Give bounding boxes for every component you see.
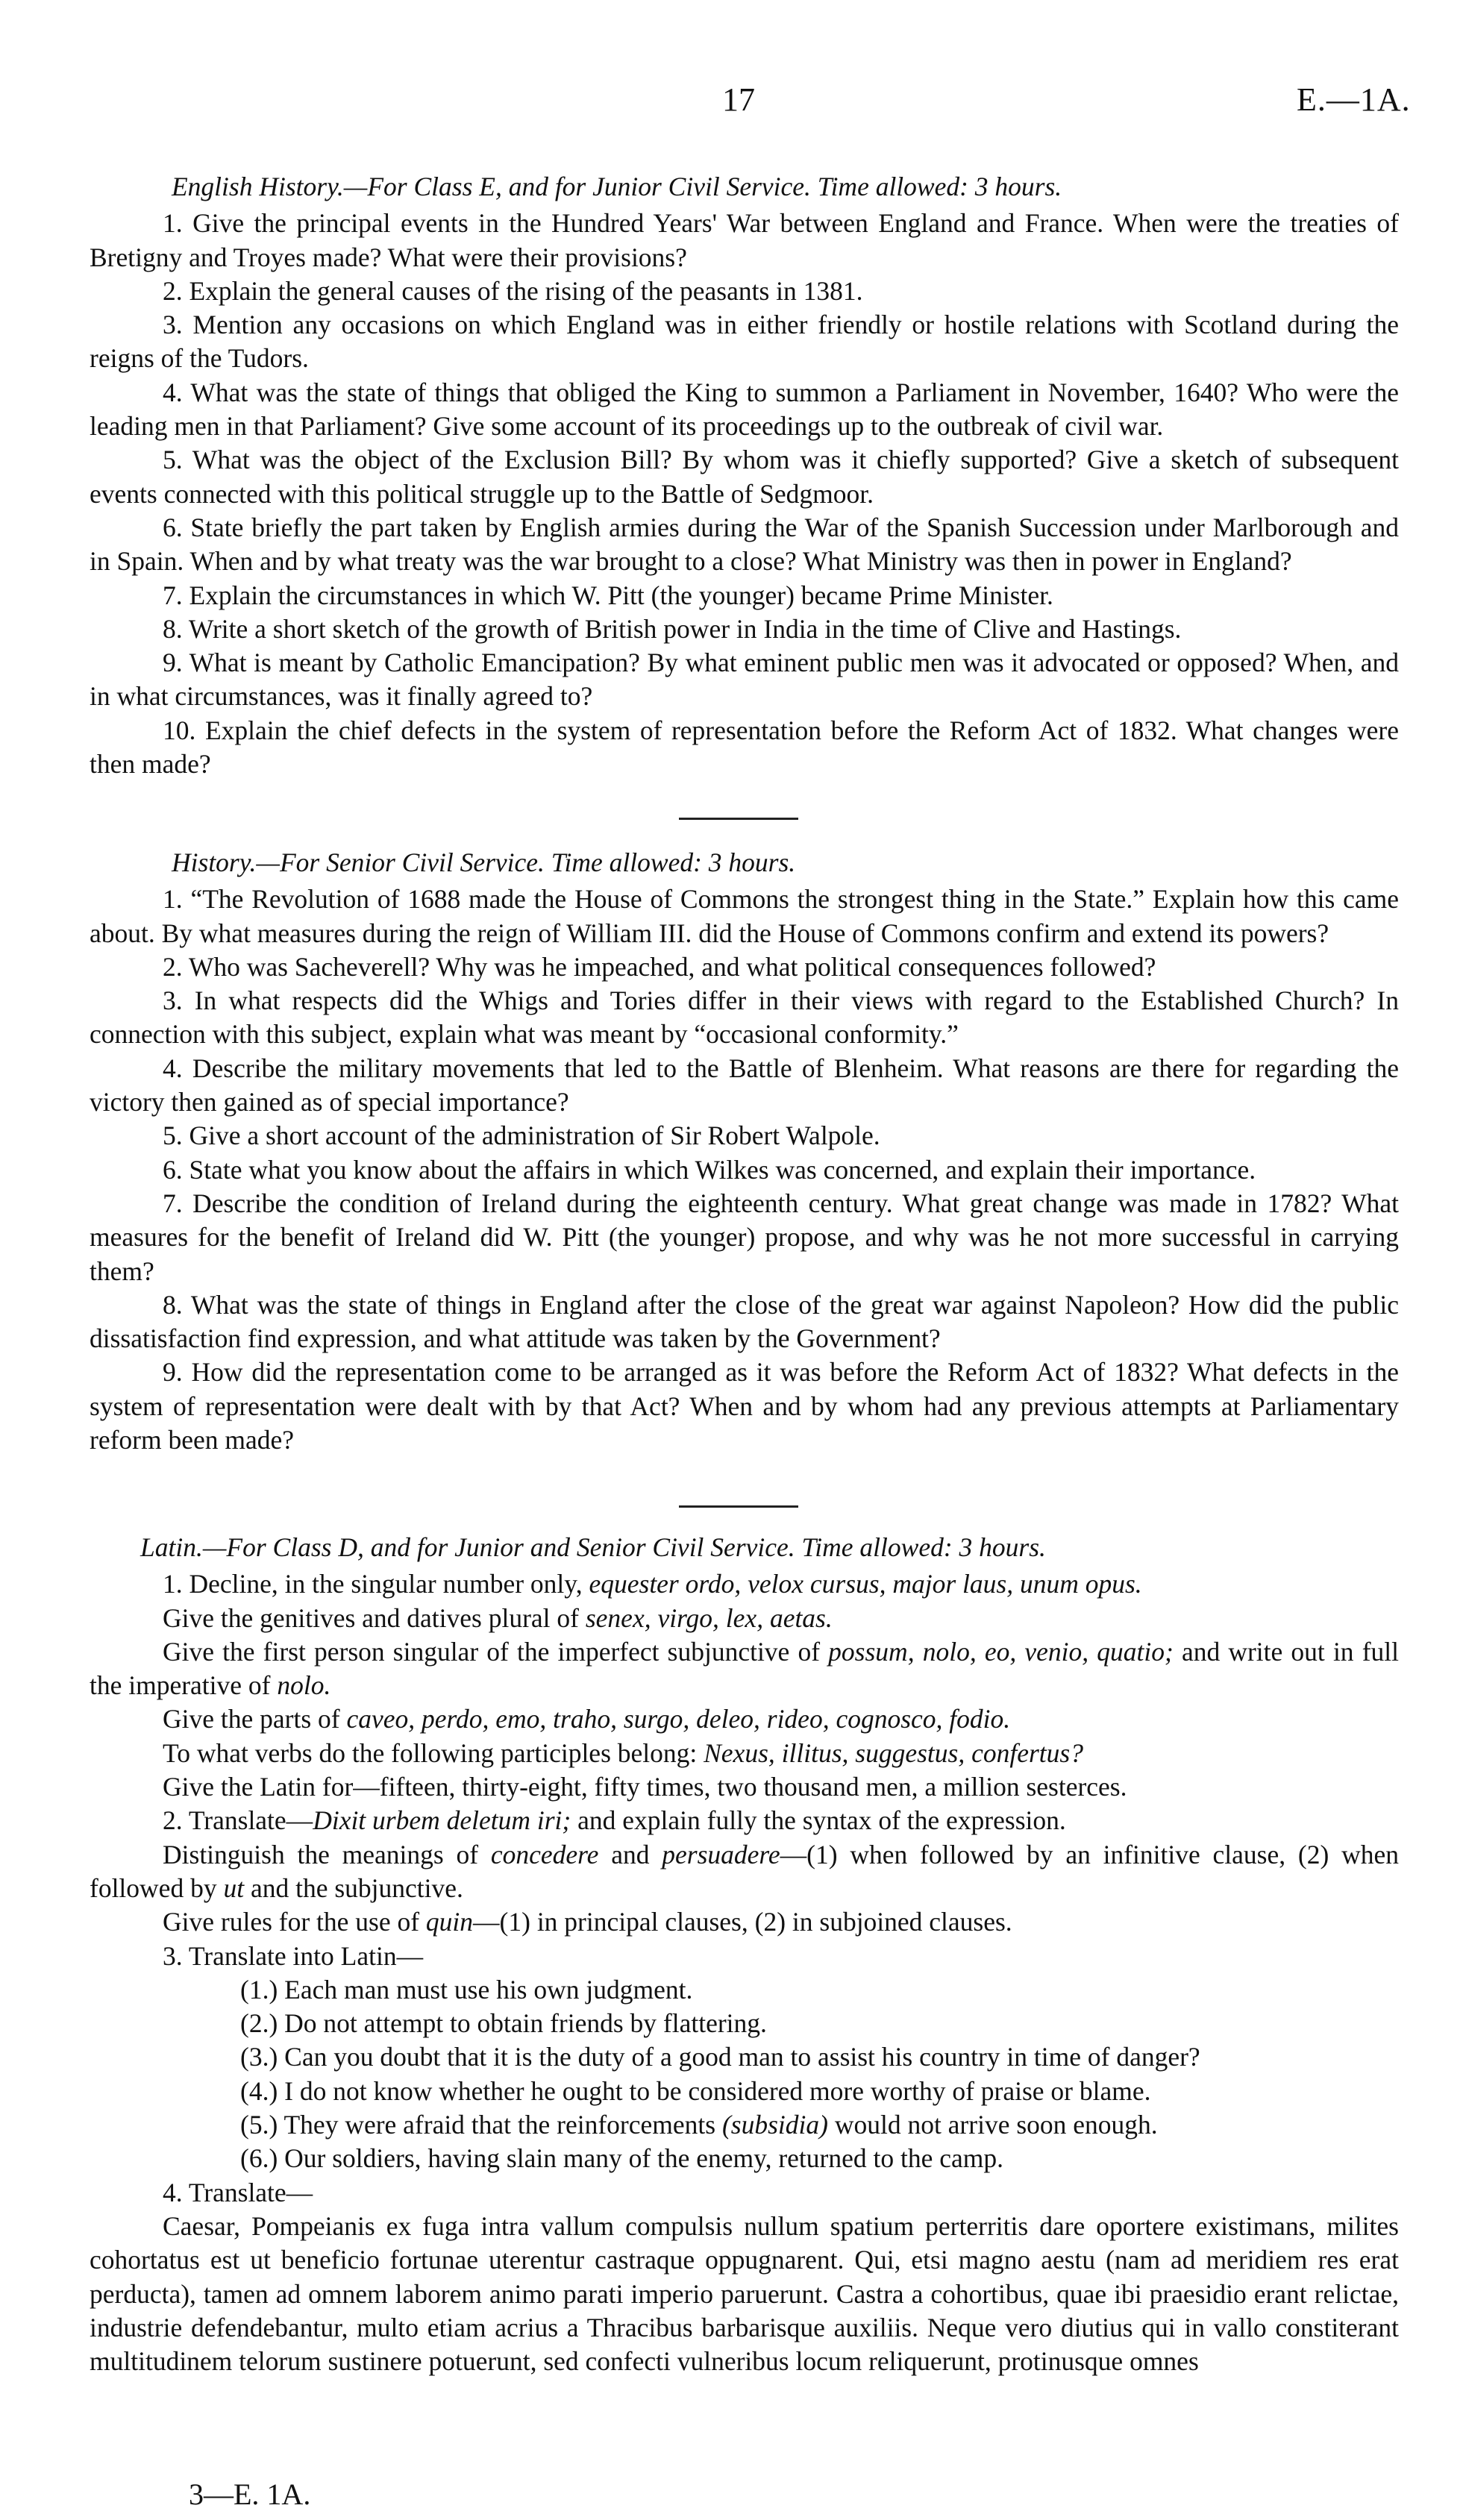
section-title: Latin.—For Class D, and for Junior and Senior Civil Service. Time allowed: 3 hours. [140,1532,1046,1562]
question-paragraph [90,1567,1399,1601]
question-paragraph [90,646,1399,714]
text: Give the first person singular of the imperfect subjunctive of [163,1636,829,1667]
question-paragraph [90,612,1399,646]
translation-item [90,2142,1399,2175]
text: 10. Explain the chief defects in the system of representation before the Reform Act of 1832. What changes were then made? [90,715,1399,780]
italic-text: caveo, perdo, emo, traho, surgo, deleo, rideo, cognosco, fodio. [346,1704,1011,1734]
question-paragraph [90,1702,1399,1736]
text: —(1) in principal clauses, (2) in subjoined clauses. [473,1907,1012,1937]
question-paragraph [90,1153,1399,1187]
text: 2. Translate— [163,1805,313,1836]
text: (1.) Each man must use his own judgment. [240,1974,693,2005]
section-latin [90,1531,1399,2378]
text: Give the parts of [163,1704,347,1734]
question-paragraph [90,1602,1399,1635]
text: and write out in full the imperative of [90,1636,1399,1701]
question-paragraph [90,511,1399,579]
text: 6. State what you know about the affairs in which Wilkes was concerned, and explain their importance. [163,1154,1256,1185]
italic-text: nolo. [277,1670,331,1701]
text: 9. What is meant by Catholic Emancipation? By what eminent public men was it advocated or opposed? When, and in what circumstances, was it finally agreed to? [90,648,1399,712]
question-paragraph [90,1119,1399,1153]
text: 5. Give a short account of the administration of Sir Robert Walpole. [163,1120,880,1151]
document-reference: E.—1A. [1297,81,1411,118]
italic-text: senex, virgo, lex, aetas. [585,1602,833,1633]
translation-item [90,2075,1399,2108]
italic-text: concedere [490,1839,599,1869]
question-paragraph [90,1635,1399,1703]
question-paragraph [90,1940,1399,1973]
section-english-history [90,170,1399,781]
translation-item [90,2108,1399,2142]
text: —(1) when followed by an infinitive clause, (2) when followed by [90,1839,1399,1903]
question-paragraph [90,376,1399,444]
italic-text: ut [223,1872,245,1903]
text: Give the genitives and datives plural of [163,1602,586,1633]
section-title: English History.—For Class E, and for Junior Civil Service. Time allowed: 3 hours. [172,172,1062,201]
question-paragraph [90,1355,1399,1457]
text: 3. In what respects did the Whigs and Tories differ in their views with regard to the Established Church? In connection with this subject, explain what was meant by “occasional conformity.” [90,985,1399,1050]
text: 4. What was the state of things that obliged the King to summon a Parliament in November, 1640? Who were the leading men in that Parliament? Give some account of its proceedings up to the outbreak of civil war. [90,377,1399,442]
question-paragraph [90,308,1399,376]
question-paragraph [90,1288,1399,1356]
text: 2. Who was Sacheverell? Why was he impeached, and what political consequences followed? [163,951,1156,982]
text: 8. Write a short sketch of the growth of British power in India in the time of Clive and Hastings. [163,613,1182,644]
text: 3. Mention any occasions on which England was in either friendly or hostile relations with Scotland during the reigns of the Tudors. [90,310,1399,374]
text: 7. Explain the circumstances in which W. Pitt (the younger) became Prime Minister. [163,580,1053,610]
question-paragraph [90,443,1399,511]
text: (3.) Can you doubt that it is the duty of a good man to assist his country in time of danger? [240,2042,1200,2072]
text: 7. Describe the condition of Ireland during the eighteenth century. What great change was made in 1782? What measures for the benefit of Ireland did W. Pitt (the younger) propose, and why was he not more successful in carrying them? [90,1188,1399,1286]
italic-text: Nexus, illitus, suggestus, confertus? [704,1737,1083,1768]
question-paragraph [90,579,1399,612]
text: Give the Latin for—fifteen, thirty-eight, fifty times, two thousand men, a million sesterces. [163,1772,1127,1802]
question-paragraph [90,1838,1399,1906]
text: and the subjunctive. [244,1872,463,1903]
text: (5.) They were afraid that the reinforcements [240,2110,722,2140]
text: would not arrive soon enough. [827,2110,1158,2140]
text: Distinguish the meanings of [163,1839,491,1869]
text: 1. “The Revolution of 1688 made the House of Commons the strongest thing in the State.” Explain how this came about. By what measures during the reign of William III. did the House of Commons confirm and extend its powers? [90,884,1399,948]
translation-item [90,1973,1399,2007]
text: 8. What was the state of things in England after the close of the great war against Napoleon? How did the public dissatisfaction find expression, and what attitude was taken by the Government? [90,1289,1399,1354]
question-paragraph [90,883,1399,950]
question-paragraph [90,714,1399,782]
text: 9. How did the representation come to be arranged as it was before the Reform Act of 1832? What defects in the system of representation were dealt with by that Act? When and by whom had any previous attempts at Parliamentary reform been made? [90,1357,1399,1455]
italic-text: Dixit urbem deletum iri; [313,1805,571,1836]
section-title: History.—For Senior Civil Service. Time allowed: 3 hours. [172,847,796,877]
question-paragraph [90,1905,1399,1939]
text: 4. Translate— [163,2177,313,2207]
page-number: 17 [722,81,755,118]
text: Give rules for the use of [163,1907,426,1937]
text: 6. State briefly the part taken by English armies during the War of the Spanish Succession under Marlborough and in Spain. When and by what treaty was the war brought to a close? What Ministry was then in power in England? [90,512,1399,577]
question-paragraph [90,1737,1399,1770]
section-divider [679,1505,798,1508]
question-paragraph [90,2210,1399,2378]
italic-text: equester ordo, velox cursus, major laus, unum opus. [589,1569,1142,1599]
italic-text: persuadere [662,1839,780,1869]
text: To what verbs do the following participles belong: [163,1737,704,1768]
italic-text: (subsidia) [721,2110,828,2140]
question-paragraph [90,984,1399,1052]
question-paragraph [90,275,1399,308]
text: (2.) Do not attempt to obtain friends by flattering. [240,2008,767,2039]
text: Caesar, Pompeianis ex fuga intra vallum compulsis nullum spatium perterritis dare oportere existimans, milites cohortatus est ut beneficio fortunae uterentur castraque oppugnarent. Qui, etsi magno aestu (nam ad meridiem res erat perducta), tamen ad omnem laborem animo parati imperio paruerunt. Castra a cohortibus, quae ibi praesidio erant relictae, industrie defendebantur, multo etiam acrius a Thracibus barbarisque auxiliis. Neque vero diutius qui in vallo constiterant multitudinem telorum sustinere potuerunt, sed confecti vulneribus locum reliquerunt, protinusque omnes [90,2210,1399,2377]
text: (6.) Our soldiers, having slain many of the enemy, returned to the camp. [240,2143,1003,2174]
italic-text: possum, nolo, eo, venio, quatio; [828,1636,1174,1667]
text: 5. What was the object of the Exclusion Bill? By whom was it chiefly supported? Give a sketch of subsequent events connected with this political struggle up to the Battle of Sedgmoor. [90,445,1399,509]
italic-text: quin [425,1907,474,1937]
text: and explain fully the syntax of the expression. [571,1805,1066,1836]
text: 1. Decline, in the singular number only, [163,1569,589,1599]
translation-item [90,2040,1399,2074]
text: 1. Give the principal events in the Hundred Years' War between England and France. When were the treaties of Bretigny and Troyes made? What were their provisions? [90,208,1399,272]
page-signature: 3—E. 1A. [189,2477,311,2511]
section-history-senior [90,846,1399,1457]
question-paragraph [90,950,1399,984]
translation-item [90,2007,1399,2040]
text: 2. Explain the general causes of the rising of the peasants in 1381. [163,275,863,306]
text: 3. Translate into Latin— [163,1940,424,1971]
text: and [598,1839,662,1869]
text: 4. Describe the military movements that led to the Battle of Blenheim. What reasons are there for regarding the victory then gained as of special importance? [90,1053,1399,1118]
question-paragraph [90,207,1399,275]
question-paragraph [90,1187,1399,1288]
question-paragraph [90,1052,1399,1120]
section-divider [679,818,798,820]
question-paragraph [90,1770,1399,1804]
text: (4.) I do not know whether he ought to be considered more worthy of praise or blame. [240,2075,1151,2106]
question-paragraph [90,2176,1399,2210]
question-paragraph [90,1804,1399,1837]
